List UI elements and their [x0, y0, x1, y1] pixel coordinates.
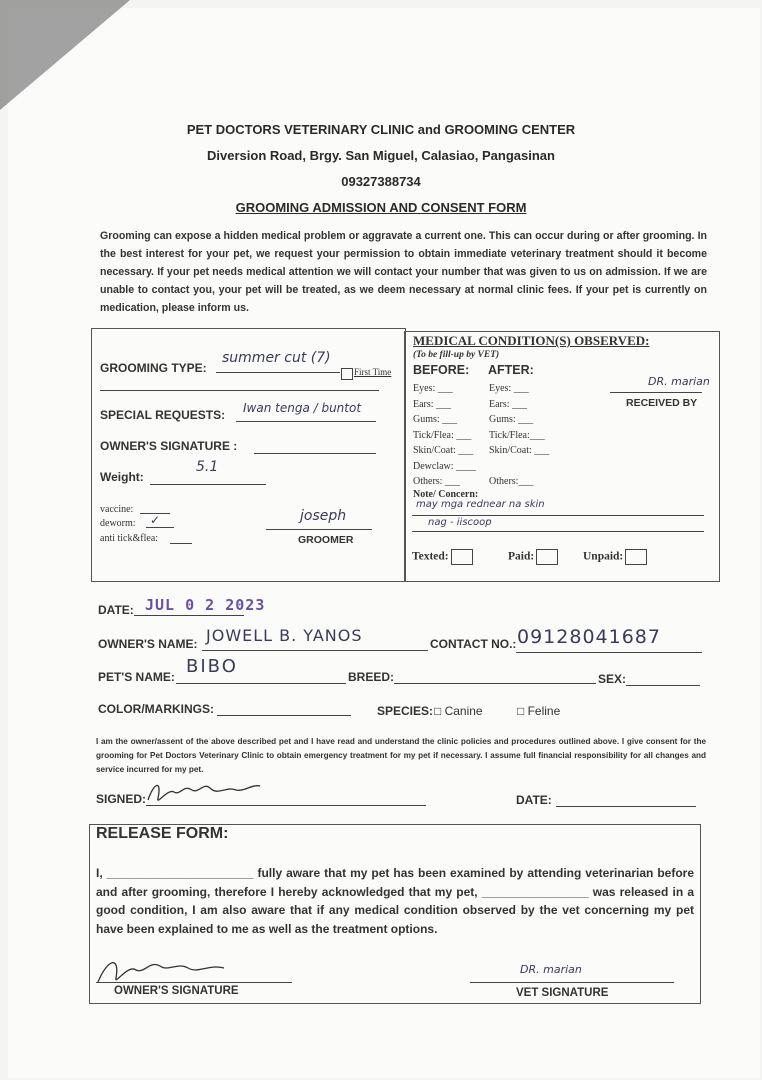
after-list [489, 381, 549, 490]
after-item: Ears: ___ [489, 398, 528, 410]
release-title: RELEASE FORM: [96, 825, 229, 842]
owner-signature-label: OWNER'S SIGNATURE : [100, 439, 238, 453]
unpaid-label: Unpaid: [583, 550, 624, 563]
after-item: Skin/Coat: ___ [489, 445, 550, 456]
special-requests-value: Iwan tenga / buntot [243, 401, 362, 415]
groomer-line [266, 529, 372, 530]
species-canine-option[interactable]: □ Canine [434, 704, 483, 718]
texted-label: Texted: [412, 550, 449, 563]
before-item: Skin/Coat: ___ [413, 445, 474, 456]
date-stamp: JUL 0 2 2023 [145, 596, 266, 614]
breed-label: BREED: [348, 670, 395, 684]
special-requests-line [236, 421, 376, 422]
before-item: Tick/Flea: ___ [413, 429, 472, 441]
note-label: Note/ Concern: [413, 489, 479, 500]
note-underline-1 [412, 515, 704, 516]
before-item: Dewclaw: ____ [413, 460, 477, 472]
color-markings-line [217, 715, 351, 716]
antitick-line [170, 543, 192, 544]
medical-subtitle: (To be fill-up by VET) [413, 350, 500, 360]
grooming-type-label: GROOMING TYPE: [100, 361, 207, 375]
medical-title: MEDICAL CONDITION(S) OBSERVED: [413, 333, 650, 348]
date-label: DATE: [98, 603, 134, 617]
vet-signature-value: DR. marian [520, 963, 582, 976]
paid-label: Paid: [508, 550, 535, 563]
weight-label: Weight: [100, 470, 144, 484]
unpaid-box[interactable] [625, 549, 647, 565]
before-item: Ears: ___ [413, 398, 452, 410]
owner-name-value: JOWELL B. YANOS [206, 626, 363, 645]
clinic-name: PET DOCTORS VETERINARY CLINIC and GROOMING CENTER [186, 122, 576, 137]
signed-date-label: DATE: [516, 793, 552, 807]
note-line-2: nag - iiscoop [428, 517, 492, 528]
date-line [134, 615, 244, 616]
owner-name-line [202, 650, 428, 651]
species-label: SPECIES: [377, 704, 434, 718]
sex-line [626, 685, 700, 686]
before-label: BEFORE: [413, 363, 470, 377]
grooming-type-line [216, 372, 340, 373]
first-time-checkbox[interactable] [341, 365, 353, 383]
intro-paragraph: Grooming can expose a hidden medical problem or aggravate a current one. This can occur during or after grooming. In the best interest for your pet, we request your permission to obtain immediate veterinary treatment should it become necessary. If your pet needs medical attention we will contact your number that was given to us on admission. If we are unable to contact you, your pet will be treated, as we deem necessary at normal clinic fees. If your pet is currently on medication, please inform us. [100, 230, 707, 314]
groomer-signature: joseph [300, 508, 347, 524]
vaccine-label: vaccine: [100, 504, 134, 515]
note-line-1: may mga rednear na skin [416, 499, 545, 510]
weight-value: 5.1 [196, 459, 219, 475]
after-item: Others:___ [489, 476, 534, 487]
before-list [413, 381, 476, 490]
groomer-label: GROOMER [298, 534, 354, 546]
special-requests-label: SPECIAL REQUESTS: [100, 408, 226, 422]
clinic-phone: 09327388734 [341, 174, 421, 189]
folded-corner [0, 0, 130, 110]
received-by-value: DR. marian [648, 375, 710, 388]
contact-label: CONTACT NO.: [430, 637, 517, 651]
received-by-line [610, 392, 702, 393]
antitick-label: anti tick&flea: [100, 533, 159, 544]
contact-value: 09128041687 [517, 626, 661, 648]
deworm-mark: ✓ [150, 513, 161, 527]
after-item: Gums: ___ [489, 414, 534, 425]
pet-name-value: BIBO [186, 656, 238, 677]
after-item: Eyes: ___ [489, 383, 529, 394]
weight-line [150, 484, 266, 485]
breed-line [394, 683, 596, 684]
after-label: AFTER: [488, 363, 534, 377]
color-markings-label: COLOR/MARKINGS: [98, 702, 214, 716]
unpaid-field[interactable] [583, 549, 647, 565]
form-title: GROOMING ADMISSION AND CONSENT FORM [235, 200, 527, 215]
note-underline-2 [412, 531, 704, 532]
species-feline-option[interactable]: □ Feline [517, 704, 561, 718]
paid-box[interactable] [536, 549, 558, 565]
release-owner-label: OWNER'S SIGNATURE [114, 985, 239, 997]
paid-field[interactable] [508, 549, 558, 565]
first-time-label: First Time [354, 367, 392, 377]
grooming-extra-line [100, 390, 379, 391]
after-item: Tick/Flea:___ [489, 429, 545, 441]
signed-date-line [556, 806, 696, 807]
owner-signature-scribble [144, 778, 264, 808]
release-owner-line [96, 982, 292, 983]
signed-line [146, 805, 426, 806]
pet-name-line [176, 683, 346, 684]
consent-paragraph: I am the owner/assent of the above described pet and I have read and understand the clinic policies and procedures outlined above. I give consent for the grooming for Pet Doctors Veterinary Clinic to obtain emergency treatment for my pet if necessary. I assume full financial responsibility for all changes and service incurred for my pet. [96, 737, 706, 774]
vet-signature-line [470, 982, 674, 983]
before-item: Eyes: ___ [413, 383, 453, 394]
sex-label: SEX: [598, 672, 627, 686]
vet-signature-label: VET SIGNATURE [516, 987, 609, 999]
owner-name-label: OWNER'S NAME: [98, 637, 198, 651]
texted-box[interactable] [451, 549, 473, 565]
deworm-label: deworm: [100, 518, 136, 529]
grooming-type-value: summer cut (7) [222, 350, 331, 366]
before-item: Gums: ___ [413, 414, 458, 425]
deworm-line [146, 527, 174, 528]
pet-name-label: PET'S NAME: [98, 670, 175, 684]
contact-line [516, 652, 702, 653]
release-paragraph: I, ______________________ fully aware that my pet has been examined by attending veterinarian before and after grooming, therefore I hereby acknowledged that my pet, ________________ was released in a good condition, I am also aware that if any medical condition observed by the vet concerning my pet have been explained to me as well as the treatment options. [96, 866, 694, 936]
received-by-label: RECEIVED BY [626, 397, 698, 409]
owner-signature-line [254, 453, 376, 454]
texted-field[interactable] [412, 549, 473, 565]
before-item: Others: ___ [413, 476, 460, 487]
clinic-address: Diversion Road, Brgy. San Miguel, Calasiao, Pangasinan [207, 148, 555, 163]
signed-label: SIGNED: [96, 792, 147, 806]
